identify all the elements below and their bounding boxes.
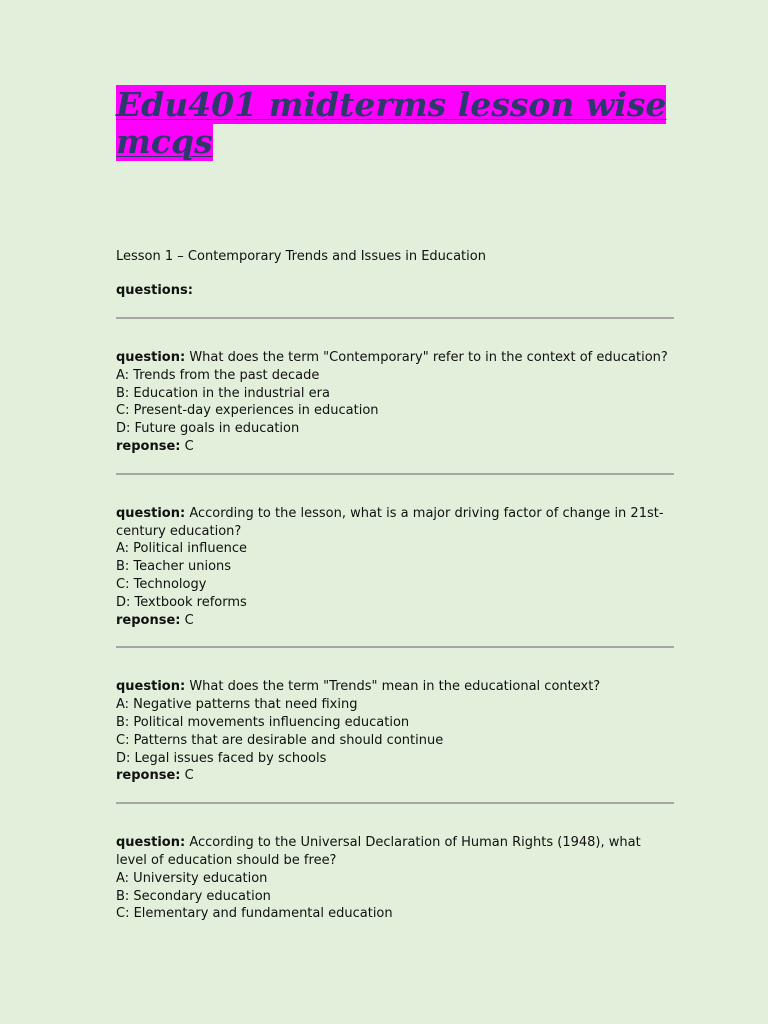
question-text: According to the lesson, what is a major driving factor of change in 21st-century education?	[116, 505, 664, 539]
document-content	[116, 86, 674, 923]
question-text-line	[116, 349, 674, 367]
option-c: C: Present-day experiences in education	[116, 403, 379, 419]
answer-line	[116, 438, 674, 456]
question-label: question:	[116, 835, 186, 851]
question-text-line	[116, 834, 674, 870]
question-text: According to the Universal Declaration of Human Rights (1948), what level of education should be free?	[116, 835, 641, 868]
option-c: C: Technology	[116, 576, 207, 592]
answer-value: C	[184, 438, 194, 454]
divider	[116, 802, 674, 804]
question-text-line	[116, 505, 674, 541]
document-title	[116, 86, 674, 160]
question-block-4	[116, 834, 674, 923]
option-a: A: Negative patterns that need fixing	[116, 697, 358, 713]
option-a: A: University education	[116, 870, 268, 886]
option-b: B: Education in the industrial era	[116, 385, 330, 401]
question-block-3	[116, 678, 674, 785]
question-block-1	[116, 349, 674, 456]
questions-heading: questions:	[116, 283, 193, 298]
option-d: D: Legal issues faced by schools	[116, 750, 327, 766]
answer-value: C	[184, 768, 194, 784]
question-text: What does the term "Contemporary" refer to in the context of education?	[189, 350, 668, 365]
divider	[116, 473, 674, 475]
lesson-heading: Lesson 1 – Contemporary Trends and Issues in Education	[116, 249, 486, 264]
question-text: What does the term "Trends" mean in the educational context?	[189, 679, 601, 695]
option-c: C: Patterns that are desirable and should continue	[116, 732, 444, 748]
option-b: B: Teacher unions	[116, 559, 232, 575]
answer-value: C	[184, 612, 194, 628]
answer-label: reponse:	[116, 768, 181, 784]
option-a: A: Trends from the past decade	[116, 367, 320, 383]
question-text-line	[116, 678, 674, 696]
answer-line	[116, 767, 674, 785]
answer-label: reponse:	[116, 438, 181, 454]
option-b: B: Secondary education	[116, 888, 271, 904]
divider	[116, 317, 674, 319]
answer-label: reponse:	[116, 612, 181, 628]
divider	[116, 646, 674, 648]
option-d: D: Future goals in education	[116, 421, 300, 437]
question-label: question:	[116, 350, 186, 365]
document-title-text: Edu401 midterms lesson wise mcqs	[116, 85, 667, 161]
question-label: question:	[116, 505, 186, 521]
option-a: A: Political influence	[116, 541, 247, 557]
option-b: B: Political movements influencing education	[116, 714, 410, 730]
question-block-2	[116, 505, 674, 630]
question-label: question:	[116, 679, 186, 695]
option-c: C: Elementary and fundamental education	[116, 906, 393, 922]
option-d: D: Textbook reforms	[116, 594, 247, 610]
answer-line	[116, 612, 674, 630]
